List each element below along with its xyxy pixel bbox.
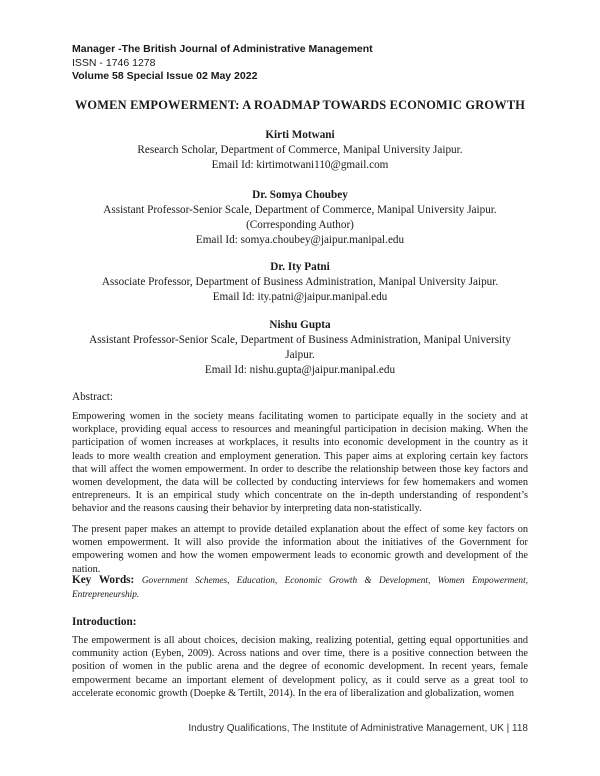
volume-issue: Volume 58 Special Issue 02 May 2022	[72, 70, 258, 82]
author-name: Nishu Gupta	[269, 319, 331, 331]
author-block-4	[72, 318, 528, 378]
introduction-paragraph-1: The empowerment is all about choices, decision making, realizing potential, getting equal opportunities and community action (Eyben, 2009). Across nations and over time, there is a positive connection between the position of women in the public arena and the degree of economic development. In recent years, female empowerment became an important element of development policy, as it could serve as a great tool to accelerate economic growth (Doepke & Tertilt, 2014). In the era of liberalization and globalization, women	[72, 635, 528, 699]
paper-title: WOMEN EMPOWERMENT: A ROADMAP TOWARDS ECONOMIC GROWTH	[74, 98, 526, 112]
author-name: Dr. Somya Choubey	[252, 189, 348, 201]
author-email: Email Id: somya.choubey@jaipur.manipal.edu	[195, 234, 405, 246]
abstract-heading: Abstract:	[72, 391, 114, 403]
introduction-heading: Introduction:	[72, 616, 137, 628]
issn: ISSN - 1746 1278	[72, 56, 156, 69]
author-affiliation: Assistant Professor-Senior Scale, Department of Business Administration, Manipal University	[89, 334, 511, 346]
author-email: Email Id: ity.patni@jaipur.manipal.edu	[212, 291, 388, 303]
page-footer: Industry Qualifications, The Institute of Administrative Management, UK | 118	[188, 723, 528, 734]
author-email: Email Id: nishu.gupta@jaipur.manipal.edu	[204, 364, 396, 376]
author-email: Email Id: kirtimotwani110@gmail.com	[211, 159, 389, 171]
author-block-3	[72, 260, 528, 305]
abstract-paragraph-1: Empowering women in the society means facilitating women to participate equally in the society and at workplace, providing equal access to resources and meaningful participation in decision making. When the participation of women increases at workplaces, it results into economic development in the country as it leads to more wealth creation and employment generation. This paper aims at exploring certain key factors that will affect the women empowerment. In order to describe the relationship between those key factors and women development, the data will be collected by conducting interviews for few homemakers and women entrepreneurs. It is an empirical study which concentrate on the in-depth understanding of respondent’s behavior and the reasons causing their behavior by interpreting data non-statistically.	[72, 411, 528, 515]
journal-name: Manager -The British Journal of Administrative Management	[72, 43, 373, 55]
keywords-label: Key Words:	[72, 574, 135, 586]
author-block-1	[72, 128, 528, 173]
author-affiliation-cont: Jaipur.	[285, 349, 315, 361]
author-affiliation: Associate Professor, Department of Business Administration, Manipal University Jaipur.	[101, 276, 499, 288]
author-block-2	[72, 188, 528, 248]
journal-header	[72, 43, 542, 84]
author-affiliation: Assistant Professor-Senior Scale, Department of Commerce, Manipal University Jaipur.	[103, 204, 497, 216]
author-note: (Corresponding Author)	[246, 219, 354, 231]
author-name: Kirti Motwani	[265, 129, 335, 141]
author-affiliation: Research Scholar, Department of Commerce, Manipal University Jaipur.	[137, 144, 463, 156]
keywords	[72, 574, 528, 603]
keywords-text: Government Schemes, Education, Economic Growth & Development, Women Empowerment, Entrepreneurship.	[72, 576, 528, 601]
author-name: Dr. Ity Patni	[270, 261, 330, 273]
abstract-paragraph-2: The present paper makes an attempt to provide detailed explanation about the effect of some key factors on women empowerment. It will also provide the information about the initiatives of the Government for empowering women and how the women empowerment leads to economic growth and development of the nation.	[72, 524, 528, 575]
